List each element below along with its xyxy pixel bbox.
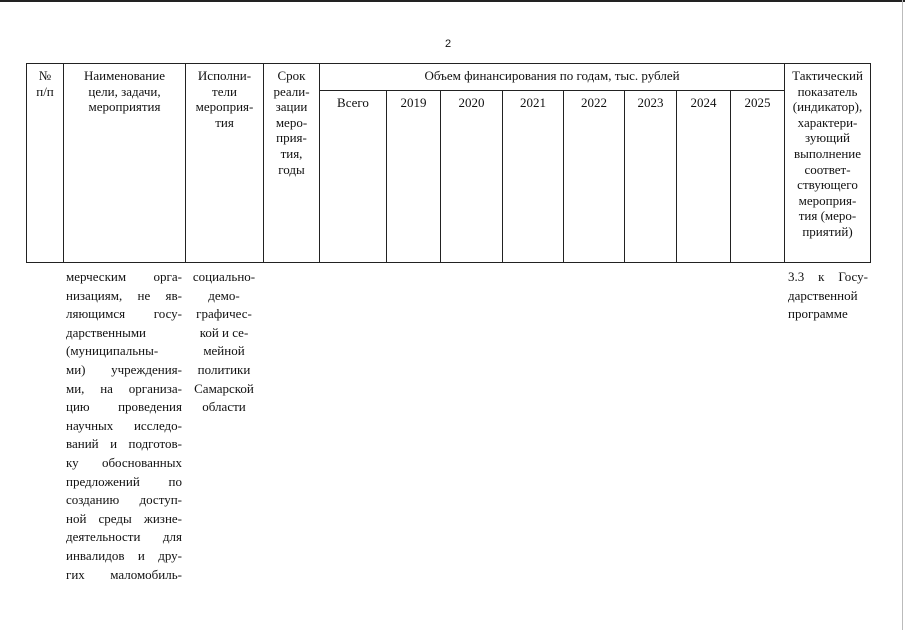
header-col-name xyxy=(63,63,186,263)
executor-line: демо- xyxy=(208,287,240,303)
measure-name-line: научных исследо- xyxy=(66,417,182,433)
header-col-term xyxy=(263,63,320,263)
measure-name-line: цию проведения xyxy=(66,399,182,415)
measure-name-line: ми) учреждения- xyxy=(66,361,182,377)
measure-name-line: (муниципальны- xyxy=(66,343,159,359)
measure-name-line: мерческим орга- xyxy=(66,269,182,284)
header-col-number xyxy=(26,63,64,263)
header-col-indicator-line: приятий) xyxy=(802,223,853,239)
measure-name-line: дарственными xyxy=(66,324,146,340)
header-col-term-line: прия- xyxy=(276,130,307,146)
executor-text xyxy=(186,268,262,417)
header-year-total xyxy=(319,90,387,263)
header-col-indicator xyxy=(784,63,871,263)
header-col-term-line: Срок xyxy=(277,68,306,83)
executor-line: мейной xyxy=(203,343,245,359)
executor-line: области xyxy=(202,399,246,415)
header-col-name-line: мероприятия xyxy=(88,99,161,115)
header-col-executor-line: мероприя- xyxy=(195,99,254,115)
header-col-executor-line: Исполни- xyxy=(197,68,252,83)
measure-name-line: ми, на организа- xyxy=(66,380,182,396)
header-year-label: 2022 xyxy=(581,95,607,110)
header-financing-title xyxy=(319,63,785,91)
page-number: 2 xyxy=(445,38,452,50)
executor-line: Самарской xyxy=(194,380,254,396)
header-col-indicator-line: соответ- xyxy=(804,161,851,177)
header-col-indicator-line: (индикатор), xyxy=(792,99,863,115)
header-col-indicator-line: зующий xyxy=(805,130,850,146)
header-col-indicator-line: выполнение xyxy=(793,145,862,161)
header-year-label: 2021 xyxy=(520,95,546,110)
header-year-label: 2020 xyxy=(458,95,485,110)
header-year-2019 xyxy=(386,90,441,263)
header-year-label: 2025 xyxy=(744,95,771,110)
measure-name-line: деятельности для xyxy=(66,529,182,545)
header-col-term-line: годы xyxy=(278,161,305,177)
header-col-indicator-line: тия (меро- xyxy=(798,208,857,224)
header-col-name-line: Наименование xyxy=(84,68,165,83)
header-col-indicator-line: мероприя- xyxy=(798,192,857,208)
header-year-2020 xyxy=(440,90,503,263)
measure-name-line: ной среды жизне- xyxy=(66,510,182,526)
header-col-number-line: № xyxy=(38,68,52,83)
measure-name-text xyxy=(66,268,182,584)
header-col-name-line: цели, задачи, xyxy=(88,83,161,99)
indicator-line: дарственной xyxy=(788,287,858,303)
header-financing-title-text: Объем финансирования по годам, тыс. рублей xyxy=(424,68,680,83)
header-year-label: 2023 xyxy=(637,95,664,110)
header-col-indicator-line: ствующего xyxy=(797,177,858,193)
header-col-term-line: зации xyxy=(275,99,308,115)
measure-name-line: ку обоснованных xyxy=(66,454,182,470)
header-col-number-line: п/п xyxy=(36,83,54,99)
header-year-2023 xyxy=(624,90,677,263)
header-year-label: 2024 xyxy=(690,95,717,110)
header-col-executor xyxy=(185,63,264,263)
indicator-line: 3.3 к Госу- xyxy=(788,269,868,284)
header-year-2022 xyxy=(563,90,625,263)
header-col-term-line: реали- xyxy=(273,83,310,99)
measure-name-line: ваний и подготов- xyxy=(66,436,182,452)
executor-line: кой и се- xyxy=(199,324,249,340)
header-col-executor-line: тия xyxy=(215,114,234,130)
header-col-executor-line: тели xyxy=(212,83,237,99)
executor-line: социально- xyxy=(192,269,256,284)
indicator-line: программе xyxy=(788,306,848,322)
header-year-2021 xyxy=(502,90,564,263)
header-col-term-line: меро- xyxy=(275,114,308,130)
header-col-term-line: тия, xyxy=(280,145,303,161)
scan-edge-top xyxy=(0,0,905,2)
indicator-text xyxy=(788,268,868,324)
header-col-indicator-line: Тактический xyxy=(792,68,863,83)
measure-name-line: гих маломобиль- xyxy=(66,566,182,582)
header-col-indicator-line: показатель xyxy=(797,83,858,99)
header-year-label: 2019 xyxy=(400,95,427,110)
header-year-2024 xyxy=(676,90,731,263)
measure-name-line: созданию доступ- xyxy=(66,492,182,508)
measure-name-line: предложений по xyxy=(66,473,182,489)
measure-name-line: ляющимся госу- xyxy=(66,306,182,322)
scan-edge-right xyxy=(902,0,903,630)
executor-line: графичес- xyxy=(196,306,252,322)
header-col-indicator-line: характери- xyxy=(797,114,858,130)
executor-line: политики xyxy=(197,361,251,377)
measure-name-line: низациям, не яв- xyxy=(66,287,182,303)
measure-name-line: инвалидов и дру- xyxy=(66,547,182,563)
header-year-label: Всего xyxy=(337,95,369,110)
header-year-2025 xyxy=(730,90,785,263)
